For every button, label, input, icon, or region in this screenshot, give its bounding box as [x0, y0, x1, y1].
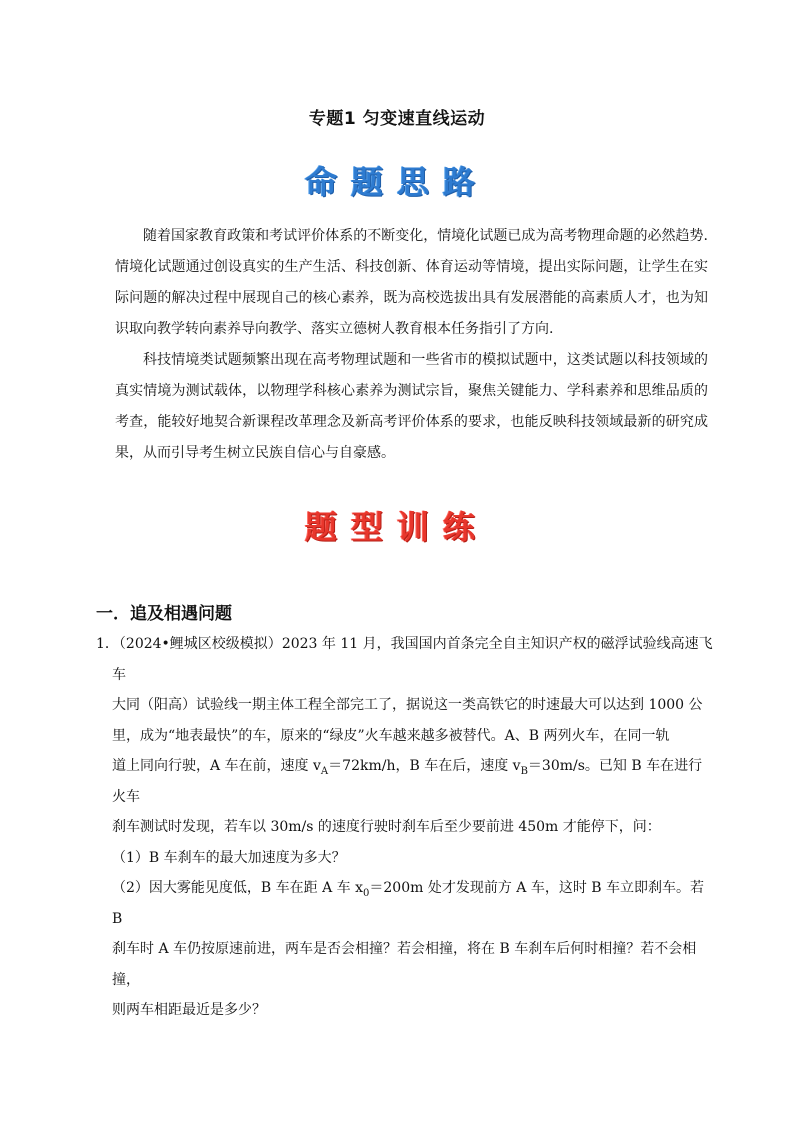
- question-text-7: 刹车时 A 车仍按原速前进，两车是否会相撞？若会相撞，将在 B 车刹车后何时相撞？若不会相撞，: [112, 941, 697, 988]
- text-fragment: （2）因大雾能见度低，B 车在距 A 车 x: [112, 880, 364, 896]
- intro-paragraph-1: 随着国家教育政策和考试评价体系的不断变化，情境化试题已成为高考物理命题的必然趋势.情境化试题通过创设真实的生产生活、科技创新、体育运动等情境，提出实际问题，让学生在实际问题的解决过程中展现自己的核心素养，既为高校选拔出具有发展潜能的高素质人才，也为知识取向教学转向素养导向教学、落实立德树人教育根本任务指引了方向.: [115, 228, 708, 337]
- subscript-b: B: [520, 765, 528, 777]
- sub-question-2: [96, 873, 716, 934]
- question-text-2: 大同（阳高）试验线一期主体工程全部完工了，据说这一类高铁它的时速最大可以达到 1000 公: [112, 697, 703, 713]
- subscript-a: A: [320, 765, 329, 777]
- question-source: （2024•鲤城区校级模拟）: [118, 636, 282, 652]
- question-text-5: 刹车测试时发现，若车以 30m/s 的速度行驶时刹车后至少要前进 450m 才能停下，问：: [112, 819, 661, 835]
- text-fragment: ＝30m/s。已知 B 车在进行火车: [112, 758, 703, 805]
- question-1: [96, 629, 716, 1026]
- question-text-1: 2023 年 11 月，我国国内首条完全自主知识产权的磁浮试验线高速飞车: [112, 636, 713, 683]
- sub-question-1: （1）B 车刹车的最大加速度为多大？: [112, 849, 346, 866]
- intro-paragraph-2: 科技情境类试题频繁出现在高考物理试题和一些省市的模拟试题中，这类试题以科技领域的真实情境为测试载体，以物理学科核心素养为测试宗旨，聚焦关键能力、学科素养和思维品质的考查，能较好地契合新课程改革理念及新高考评价体系的要求，也能反映科技领域最新的研究成果，从而引导考生树立民族自信心与自豪感。: [115, 352, 708, 461]
- banner-mingti-silu: 命题思路: [304, 163, 489, 201]
- text-fragment: ＝200m 处才发现前方 A 车，这时 B 车立即刹车。若 B: [112, 880, 705, 927]
- banner-tixing-xunlian: 题型训练: [304, 508, 489, 546]
- question-number: 1．: [96, 636, 119, 652]
- text-fragment: 道上同向行驶，A 车在前，速度 v: [112, 758, 321, 774]
- page-title: 专题1 匀变速直线运动: [308, 109, 486, 129]
- section-heading: 一．追及相遇问题: [96, 604, 232, 624]
- question-text-4: [96, 751, 716, 812]
- question-text-8: 则两车相距最近是多少？: [112, 1002, 266, 1018]
- text-fragment: ＝72km/h，B 车在后，速度 v: [328, 758, 521, 774]
- question-first-line: [96, 629, 716, 690]
- question-text-3: 里，成为“地表最快”的车，原来的“绿皮”火车越来越多被替代。A、B 两列火车，在同一轨: [112, 727, 670, 744]
- subscript-0: 0: [363, 887, 370, 899]
